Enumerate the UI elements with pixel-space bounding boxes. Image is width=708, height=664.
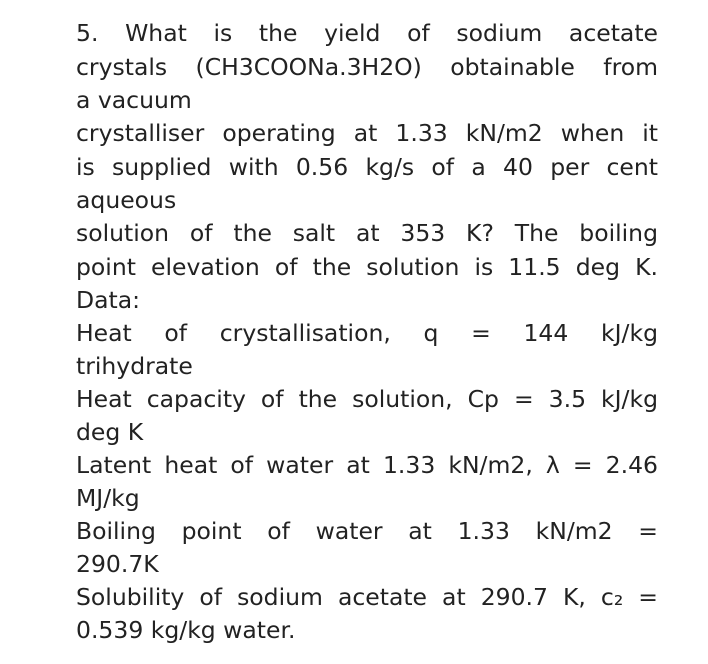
question-line-6: aqueous: [76, 186, 177, 214]
data-line-290-7k: 290.7K: [76, 550, 159, 578]
data-line-mj-kg: MJ/kg: [76, 484, 140, 512]
question-line-5: is supplied with 0.56 kg/s of a 40 per cent: [76, 153, 658, 181]
data-line-heat-of-crystallisation: Heat of crystallisation, q = 144 kJ/kg: [76, 319, 658, 347]
question-line-8: point elevation of the solution is 11.5 deg K.: [76, 253, 658, 281]
question-line-3: a vacuum: [76, 86, 192, 114]
data-line-latent-heat: Latent heat of water at 1.33 kN/m2, λ = 2.46: [76, 451, 658, 479]
question-text-block: [76, 16, 658, 646]
question-line-4: crystalliser operating at 1.33 kN/m2 when it: [76, 119, 658, 147]
data-line-trihydrate: trihydrate: [76, 352, 193, 380]
data-line-solubility: Solubility of sodium acetate at 290.7 K, c₂ =: [76, 583, 658, 611]
data-heading: Data:: [76, 286, 141, 314]
question-line-7: solution of the salt at 353 K? The boiling: [76, 219, 658, 247]
data-line-boiling-point: Boiling point of water at 1.33 kN/m2 =: [76, 517, 658, 545]
question-line-2: crystals (CH3COONa.3H2O) obtainable from: [76, 53, 658, 81]
question-line-1: 5. What is the yield of sodium acetate: [76, 19, 658, 47]
data-line-heat-capacity: Heat capacity of the solution, Cp = 3.5 kJ/kg: [76, 385, 658, 413]
data-line-deg-k: deg K: [76, 418, 144, 446]
data-line-solubility-value: 0.539 kg/kg water.: [76, 616, 296, 644]
